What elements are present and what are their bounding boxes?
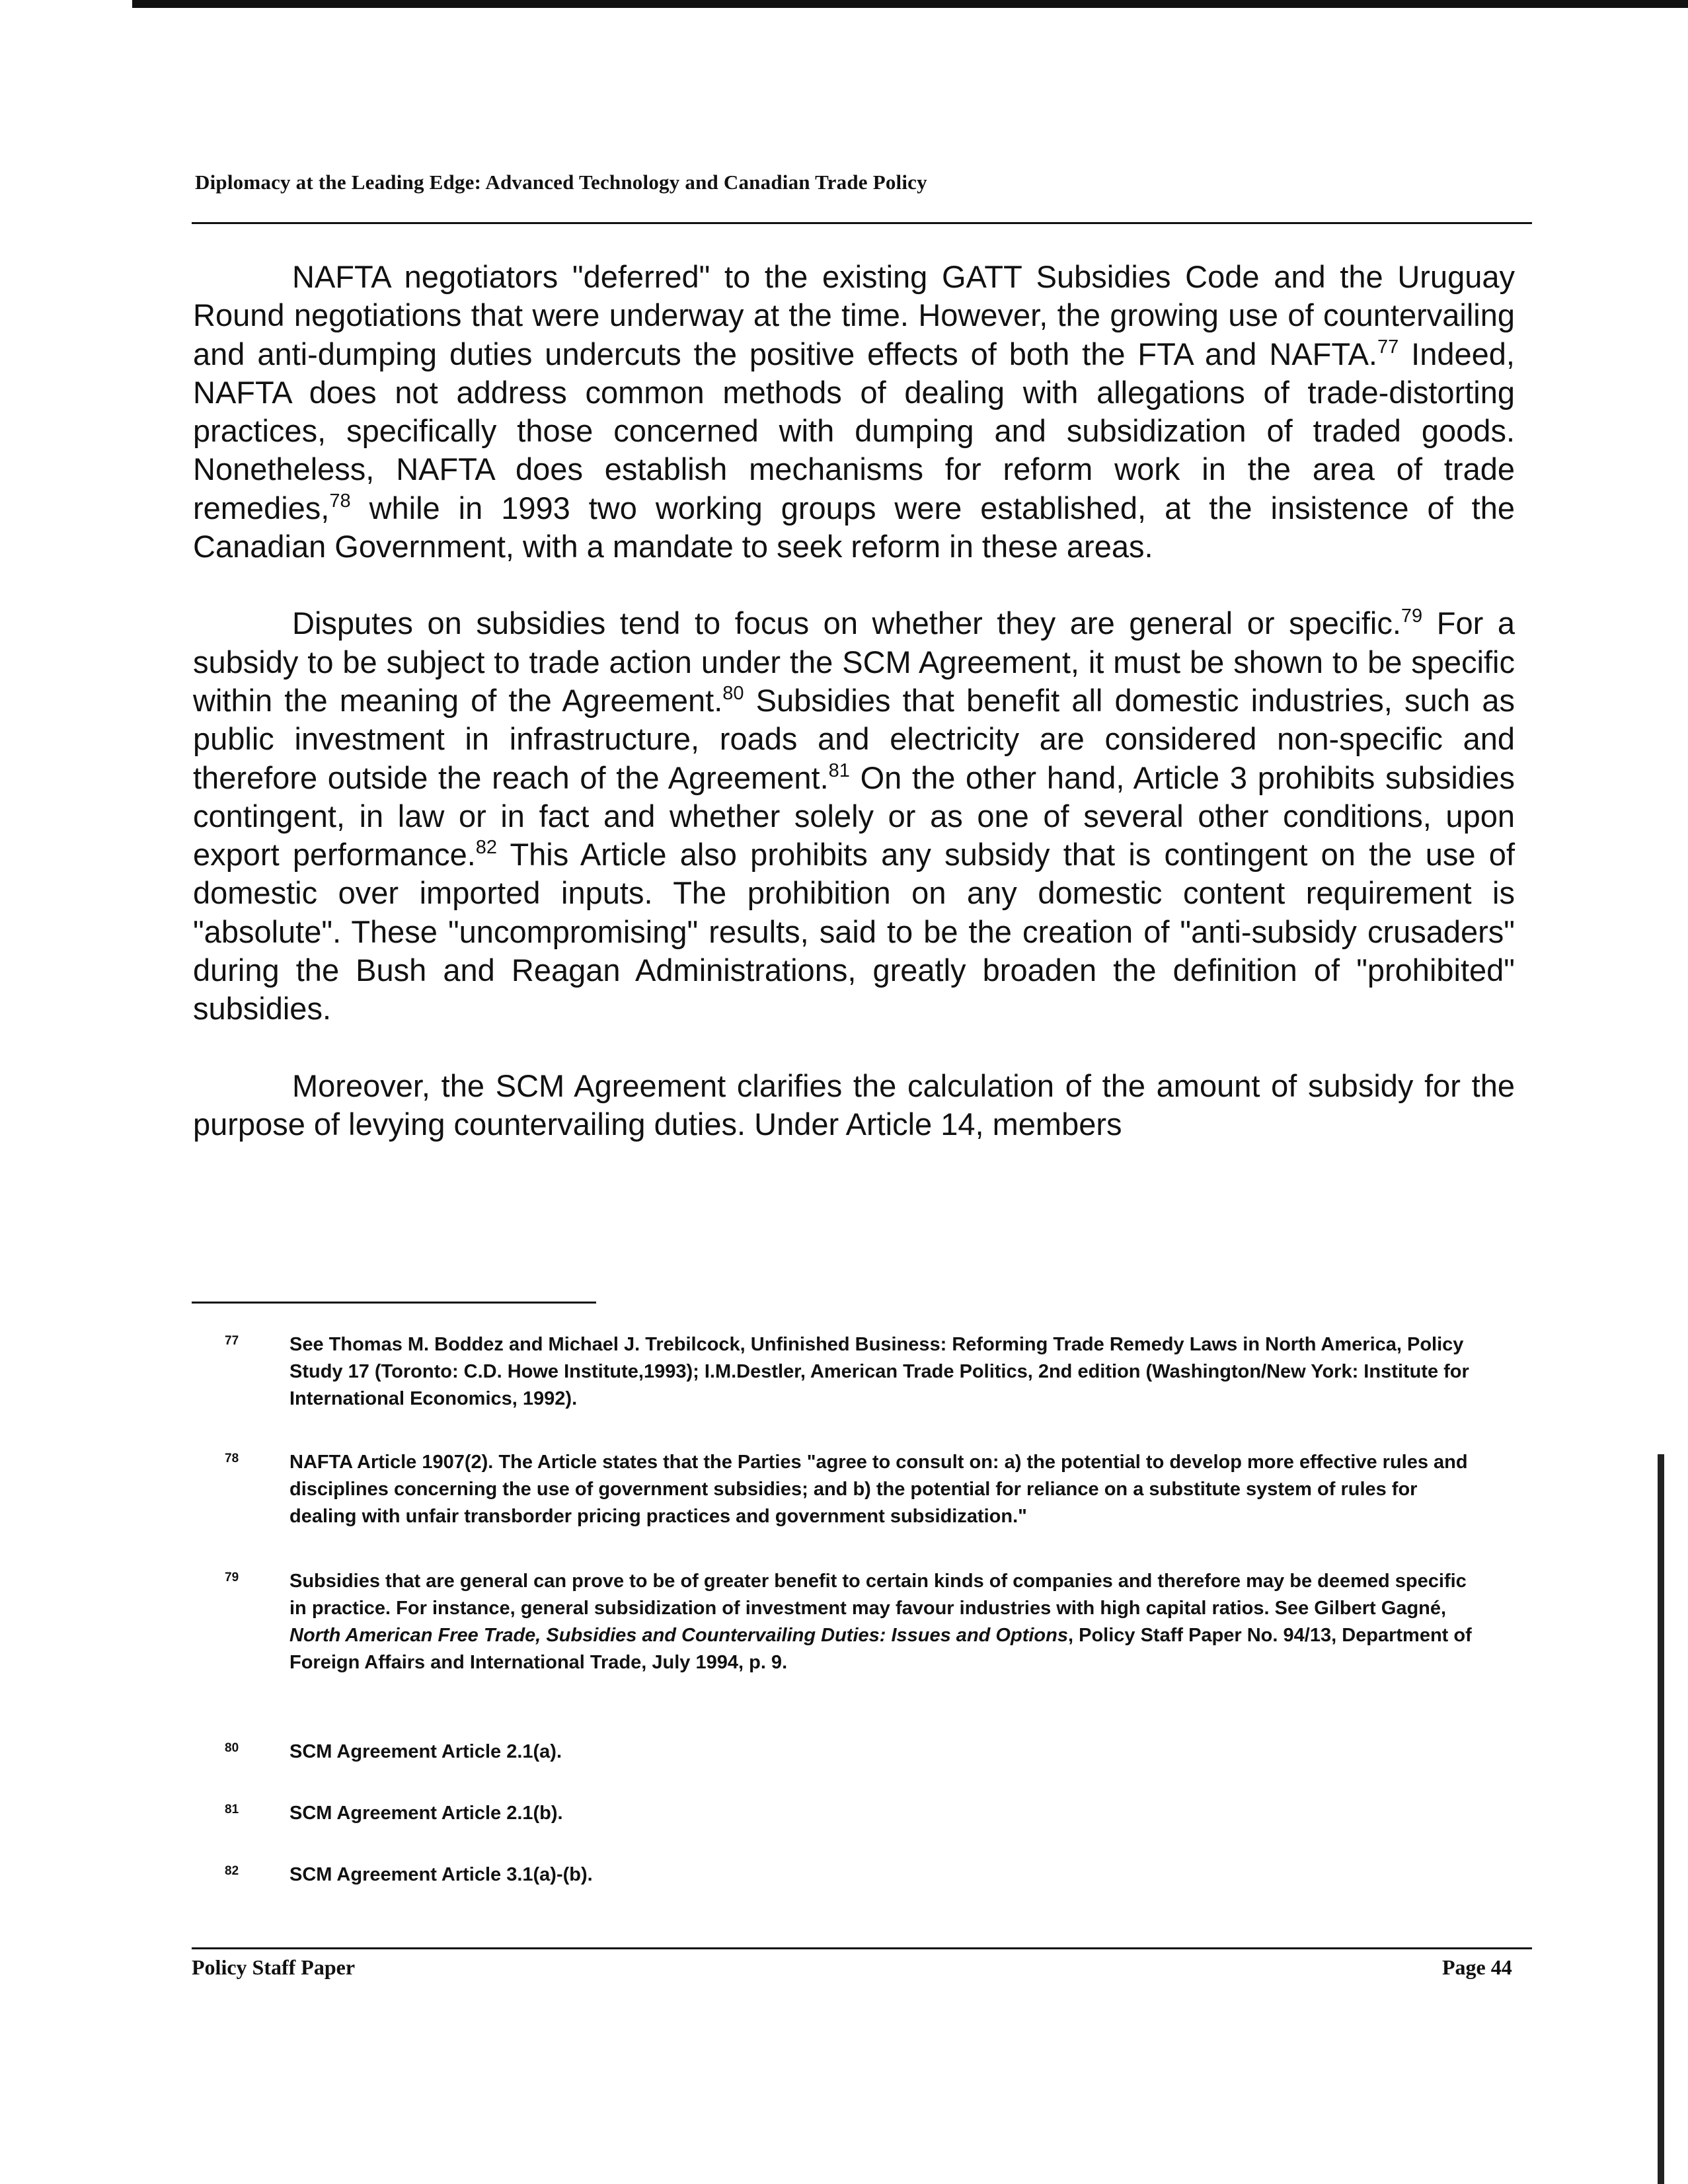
footnote-number: 77 <box>225 1334 239 1348</box>
footnote-79 <box>192 1568 1474 1676</box>
footnote-number: 81 <box>225 1803 239 1816</box>
footnote-ref-80[interactable]: 80 <box>722 682 744 704</box>
paragraph-1 <box>193 258 1515 566</box>
footnote-separator <box>192 1302 596 1304</box>
paragraph-1-part-b: Indeed, NAFTA does not address common methods of dealing with allegations of trade-distorting practices, specifically those concerned with dumping and subsidization of traded goods. Nonetheless, NAFTA does establish mechanisms for reform work in the area of trade remedies, <box>193 336 1515 526</box>
paragraph-2-part-e: This Article also prohibits any subsidy that is contingent on the use of domestic over imported inputs. The prohibition on any domestic content requirement is "absolute". These "uncompromising" results, said to be the creation of "anti-subsidy crusaders" during the Bush and Reagan Administrations, greatly broaden the definition of "prohibited" subsidies. <box>193 837 1515 1027</box>
footnote-text: NAFTA Article 1907(2). The Article states that the Parties "agree to consult on: a) the potential to develop more effective rules and disciplines concerning the use of government subsidies; and b) the potential for reliance on a substitute system of rules for dealing with unfair transborder pricing practices and government subsidization." <box>289 1452 1468 1527</box>
footnote-number: 78 <box>225 1452 239 1465</box>
footer-divider <box>192 1947 1532 1949</box>
paragraph-2-part-a: Disputes on subsidies tend to focus on whether they are general or specific. <box>292 605 1401 641</box>
footnote-text <box>289 1568 1474 1676</box>
footnote-number: 79 <box>225 1571 239 1584</box>
footnote-79-part-b: , Policy Staff Paper No. 94/13, Department of Foreign Affairs and International Trade, July 1994, p. 9. <box>289 1625 1472 1673</box>
footer-publication: Policy Staff Paper <box>192 1955 356 1979</box>
top-scan-border <box>132 0 1688 8</box>
paragraph-2-part-d: On the other hand, Article 3 prohibits subsidies contingent, in law or in fact and whether solely or as one of several other conditions, upon export performance. <box>193 760 1515 873</box>
page-number: Page 44 <box>1442 1955 1512 1979</box>
paragraph-1-part-a: NAFTA negotiators "deferred" to the existing GATT Subsidies Code and the Uruguay Round negotiations that were underway at the time. However, the growing use of countervailing and anti-dumping duties undercuts the positive effects of both the FTA and NAFTA. <box>193 259 1515 371</box>
body-text <box>193 258 1515 1144</box>
footnote-ref-78[interactable]: 78 <box>329 490 351 512</box>
header-divider <box>192 222 1532 224</box>
footnote-number: 80 <box>225 1741 239 1755</box>
running-header: Diplomacy at the Leading Edge: Advanced Technology and Canadian Trade Policy <box>195 171 927 194</box>
footnote-ref-82[interactable]: 82 <box>475 837 498 859</box>
footnote-number: 82 <box>225 1864 239 1878</box>
footnote-78 <box>192 1449 1474 1530</box>
footnote-text: SCM Agreement Article 2.1(a). <box>289 1741 562 1762</box>
footnote-80 <box>192 1738 1474 1766</box>
right-scan-edge <box>1658 1454 1664 2184</box>
paragraph-1-part-c: while in 1993 two working groups were established, at the insistence of the Canadian Government, with a mandate to seek reform in these areas. <box>193 490 1515 565</box>
paragraph-2-part-b: For a subsidy to be subject to trade action under the SCM Agreement, it must be shown to be specific within the meaning of the Agreement. <box>193 605 1515 718</box>
paragraph-2 <box>193 604 1515 1028</box>
footnote-ref-81[interactable]: 81 <box>828 760 850 781</box>
footnote-ref-79[interactable]: 79 <box>1400 605 1423 627</box>
footnote-77 <box>192 1331 1474 1413</box>
paragraph-2-part-c: Subsidies that benefit all domestic industries, such as public investment in infrastructure, roads and electricity are considered non-specific and therefore outside the reach of the Agreement. <box>193 682 1515 795</box>
paragraph-3: Moreover, the SCM Agreement clarifies the calculation of the amount of subsidy for the purpose of levying countervailing duties. Under Article 14, members <box>193 1068 1515 1142</box>
footnote-text: SCM Agreement Article 3.1(a)-(b). <box>289 1864 593 1885</box>
footnote-82 <box>192 1861 1474 1889</box>
footnote-79-part-a: Subsidies that are general can prove to be of greater benefit to certain kinds of companies and therefore may be deemed specific in practice. For instance, general subsidization of investment may favour industries with high capital ratios. See Gilbert Gagné, <box>289 1571 1467 1619</box>
footnote-text: See Thomas M. Boddez and Michael J. Trebilcock, Unfinished Business: Reforming Trade Remedy Laws in North America, Policy Study 17 (Toronto: C.D. Howe Institute,1993); I.M.Destler, American Trade Politics, 2nd edition (Washington/New York: Institute for International Economics, 1992). <box>289 1334 1469 1409</box>
footnote-text: SCM Agreement Article 2.1(b). <box>289 1803 563 1824</box>
cited-title: North American Free Trade, Subsidies and Countervailing Duties: Issues and Options <box>289 1625 1068 1646</box>
footnote-81 <box>192 1800 1474 1827</box>
footnote-ref-77[interactable]: 77 <box>1377 336 1399 358</box>
